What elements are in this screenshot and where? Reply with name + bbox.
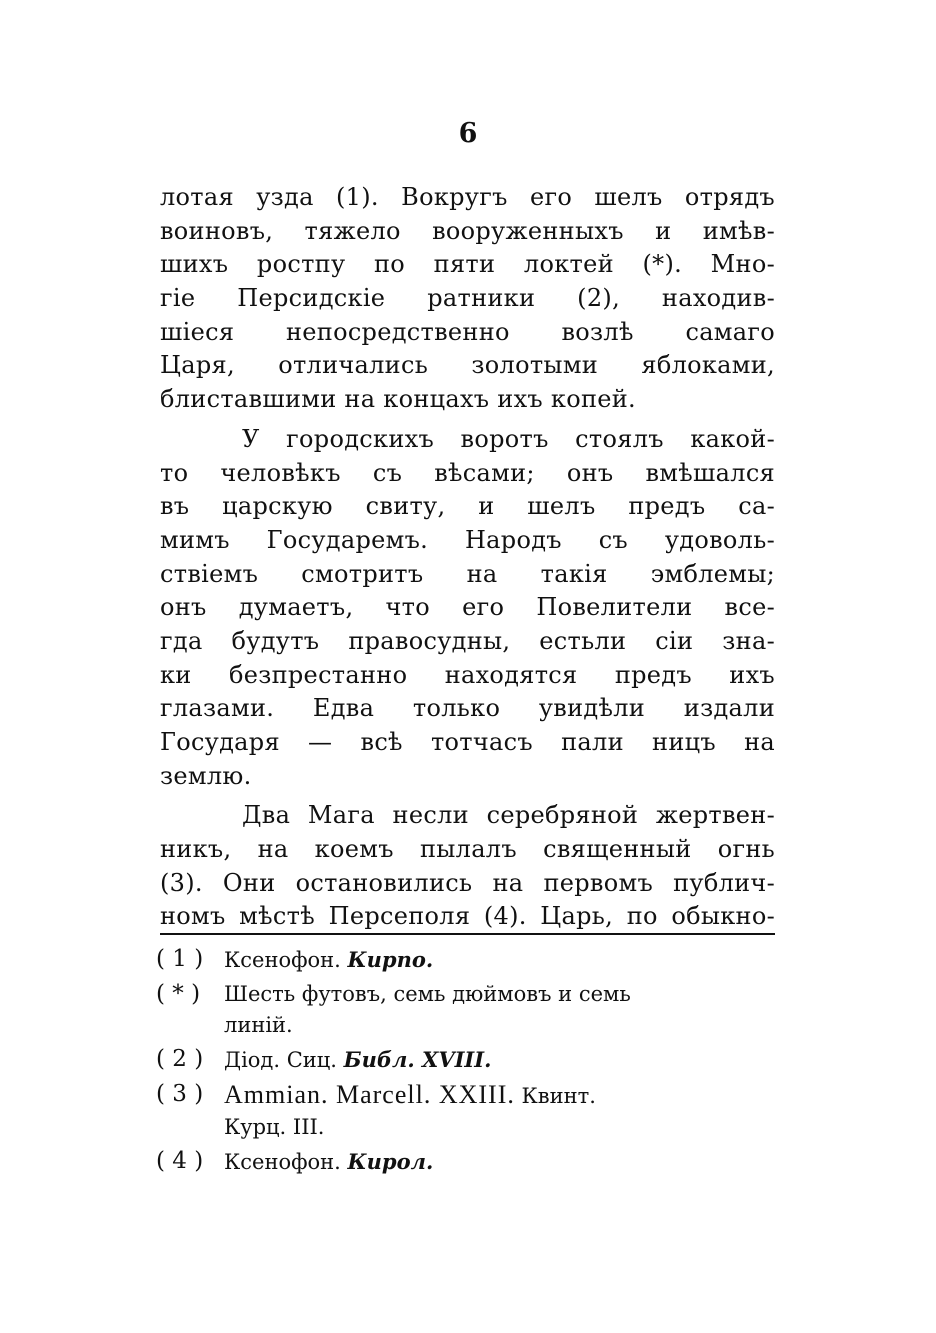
text-line: блиставшими на концахъ ихъ копей. <box>160 385 636 414</box>
text-line: въ царскую свиту, и шелъ предъ са- <box>160 492 775 521</box>
text-line: гда будутъ правосудны, естьли сіи зна- <box>160 626 775 655</box>
footnote-body <box>224 1146 776 1178</box>
footnote-text: Шесть футовъ, семь дюймовъ и семь <box>224 982 631 1006</box>
footnote-mark: ( * ) <box>156 981 201 1007</box>
text-line: глазами. Едва только увидѣли издали <box>160 694 775 723</box>
paragraph-1 <box>160 181 775 417</box>
paragraph-3 <box>160 799 775 934</box>
text-line: то человѣкъ съ вѣсами; онъ вмѣшался <box>160 458 775 487</box>
footnote-body <box>224 1079 776 1143</box>
footnote-italic: Кирол. <box>347 1149 434 1174</box>
paragraph-2 <box>160 423 775 794</box>
footnote-text: Діод. Сиц. <box>224 1048 337 1072</box>
footnote-text: Ксенофон. <box>224 1150 341 1174</box>
footnote-italic: Кирпо. <box>347 947 434 972</box>
text-line: ствіемъ смотритъ на такія эмблемы; <box>160 559 775 588</box>
text-line: (3). Они остановились на первомъ публич- <box>160 868 775 897</box>
footnote-4 <box>156 1146 776 1178</box>
footnote-text: Ammian. Marcell. XXIII. <box>224 1080 515 1109</box>
page-number: 6 <box>458 118 478 149</box>
text-line: лотая узда (1). Вокругъ его шелъ отрядъ <box>160 183 775 211</box>
footnote-mark: ( 1 ) <box>156 946 204 972</box>
main-text <box>160 181 775 934</box>
footnote-tail: Квинт. <box>521 1084 596 1108</box>
footnote-mark: ( 2 ) <box>156 1046 204 1072</box>
footnote-continuation: Курц. III. <box>224 1115 325 1139</box>
text-line: Два Мага несли серебряной жертвен- <box>242 801 775 830</box>
text-line: шіеся непосредственно возлѣ самаго <box>160 317 775 346</box>
footnote-body <box>224 944 776 976</box>
footnote-divider <box>160 933 775 935</box>
text-line: номъ мѣстѣ Персеполя (4). Царь, по обыкно- <box>160 902 775 931</box>
text-line: Государя — всѣ тотчасъ пали ницъ на <box>160 728 775 756</box>
text-line: воиновъ, тяжело вооруженныхъ и имѣв- <box>160 216 775 245</box>
text-line: гіе Персидскіе ратники (2), находив- <box>160 284 775 313</box>
footnote-text: Ксенофон. <box>224 948 341 972</box>
footnote-mark: ( 3 ) <box>156 1081 204 1107</box>
footnote-body <box>224 1044 776 1076</box>
footnote-mark: ( 4 ) <box>156 1148 204 1174</box>
footnote-1 <box>156 944 776 976</box>
text-line: У городскихъ воротъ стоялъ какой- <box>242 424 775 453</box>
text-line: Царя, отличались золотыми яблоками, <box>160 351 775 380</box>
footnote-body <box>224 979 776 1041</box>
text-line: землю. <box>160 761 252 790</box>
text-line: онъ думаетъ, что его Повелители все- <box>160 593 775 622</box>
footnote-3 <box>156 1079 776 1143</box>
footnote-italic: Библ. XVIII. <box>343 1047 492 1072</box>
footnote-2 <box>156 1044 776 1076</box>
footnote-star <box>156 979 776 1041</box>
text-line: никъ, на коемъ пылалъ священный огнь <box>160 835 775 864</box>
footnote-continuation: линій. <box>224 1013 293 1037</box>
text-line: ки безпрестанно находятся предъ ихъ <box>160 660 775 689</box>
footnotes <box>156 944 776 1181</box>
text-line: шихъ ростпу по пяти локтей (*). Мно- <box>160 250 775 279</box>
text-line: мимъ Государемъ. Народъ съ удоволь- <box>160 525 775 554</box>
